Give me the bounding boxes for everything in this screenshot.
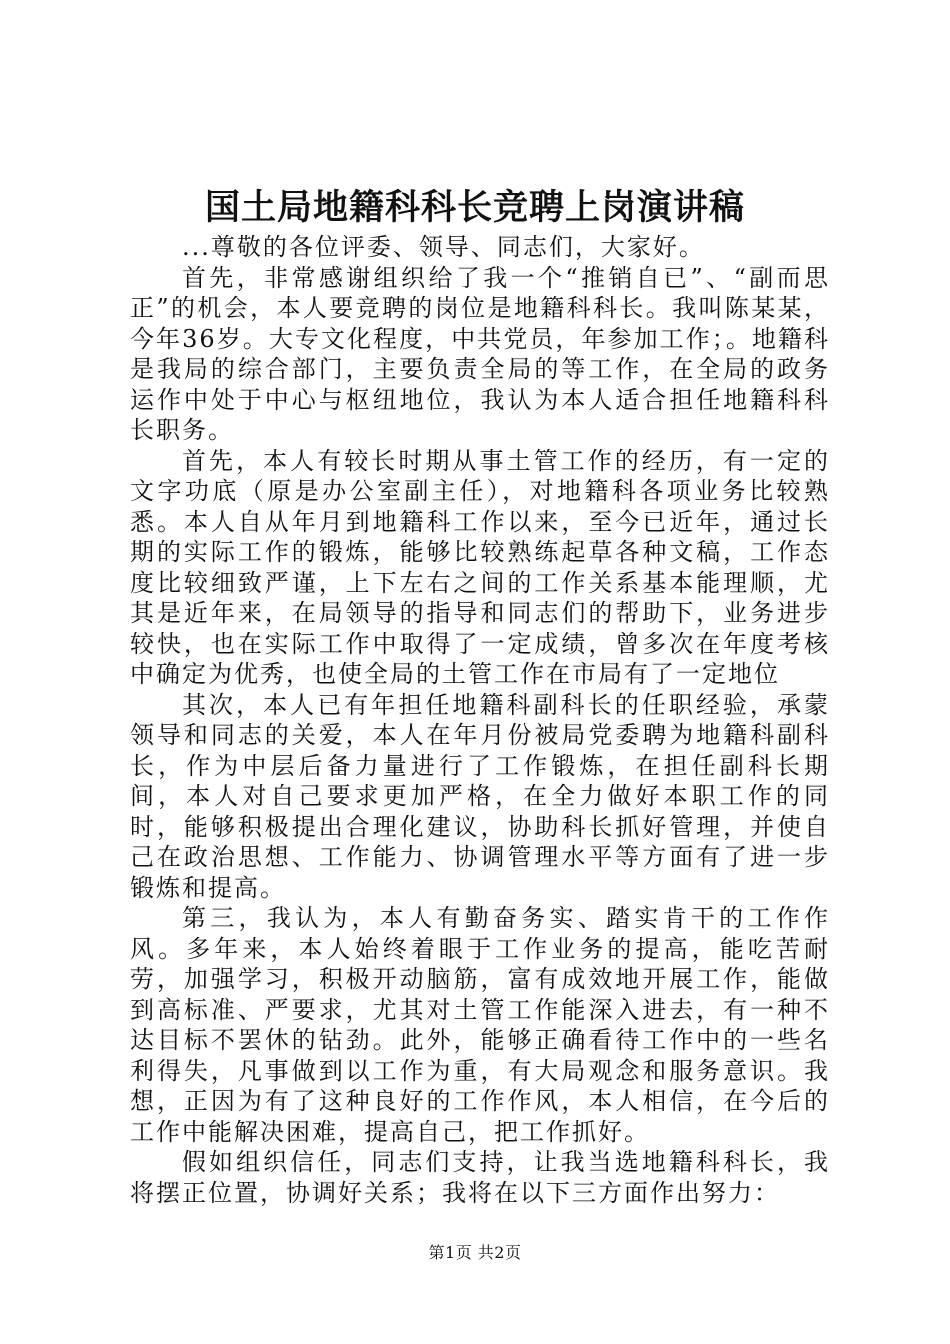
- page-number-footer: 第1页 共2页: [428, 1243, 522, 1262]
- document-title: 国土局地籍科科长竞聘上岗演讲稿: [204, 187, 745, 228]
- paragraph-commitment: 假如组织信任，同志们支持，让我当选地籍科科长，我将摆正位置，协调好关系；我将在以下三方面作出努力：: [130, 1148, 830, 1207]
- paragraph-second-point: 其次，本人已有年担任地籍科副科长的任职经验，承蒙领导和同志的关爱，本人在年月份被局党委聘为地籍科副科长，作为中层后备力量进行了工作锻炼，在担任副科长期间，本人对自己要求更加严格，在全力做好本职工作的同时，能够积极提出合理化建议，协助科长抓好管理，并使自己在政治思想、工作能力、协调管理水平等方面有了进一步锻炼和提高。: [130, 690, 830, 902]
- document-body: [130, 232, 830, 1208]
- paragraph-greeting: ...尊敬的各位评委、领导、同志们，大家好。: [182, 233, 705, 261]
- paragraph-first-point: 首先，本人有较长时期从事土管工作的经历，有一定的文字功底（原是办公室副主任），对地籍科各项业务比较熟悉。本人自从年月到地籍科工作以来，至今已近年，通过长期的实际工作的锻炼，能够比较熟练起草各种文稿，工作态度比较细致严谨，上下左右之间的工作关系基本能理顺，尤其是近年来，在局领导的指导和同志们的帮助下，业务进步较快，也在实际工作中取得了一定成绩，曾多次在年度考核中确定为优秀，也使全局的土管工作在市局有了一定地位: [130, 446, 830, 688]
- paragraph-third-point: 第三，我认为，本人有勤奋务实、踏实肯干的工作作风。多年来，本人始终着眼于工作业务的提高，能吃苦耐劳，加强学习，积极开动脑筋，富有成效地开展工作，能做到高标准、严要求，尤其对土管工作能深入进去，有一种不达目标不罢休的钻劲。此外，能够正确看待工作中的一些名利得失，凡事做到以工作为重，有大局观念和服务意识。我想，正因为有了这种良好的工作作风，本人相信，在今后的工作中能解决困难，提高自己，把工作抓好。: [130, 904, 830, 1146]
- paragraph-introduction: 首先，非常感谢组织给了我一个“推销自已”、“副而思正”的机会，本人要竞聘的岗位是地籍科科长。我叫陈某某，今年36岁。大专文化程度，中共党员，年参加工作；。地籍科是我局的综合部门，主要负责全局的等工作，在全局的政务运作中处于中心与枢纽地位，我认为本人适合担任地籍科科长职务。: [130, 263, 830, 444]
